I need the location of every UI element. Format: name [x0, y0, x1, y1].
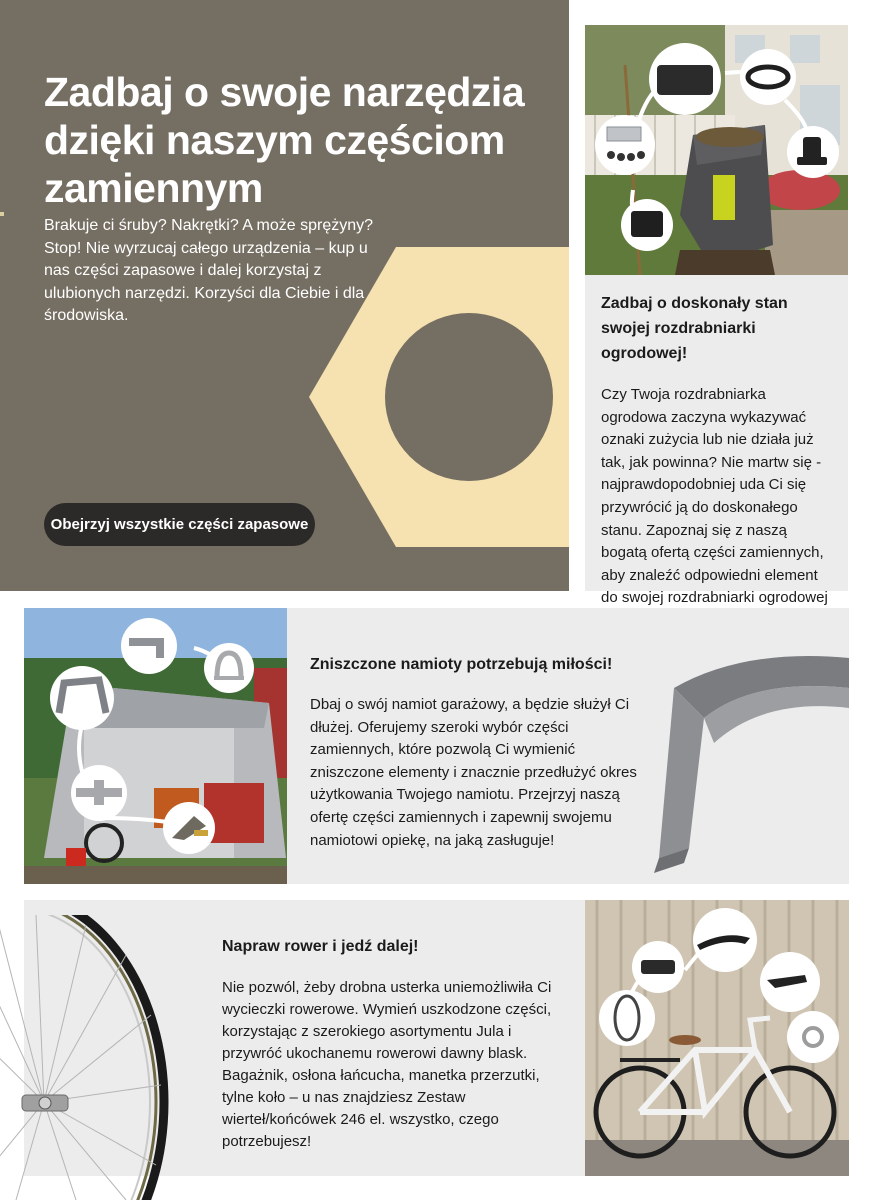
clamp-icon: [787, 1011, 839, 1063]
tent-title: Zniszczone namioty potrzebują miłości!: [310, 656, 613, 673]
brake-lever-icon: [760, 952, 820, 1012]
view-all-spare-parts-button[interactable]: Obejrzyj wszystkie części zapasowe: [44, 503, 315, 546]
hero-banner: [0, 0, 569, 591]
shackle-icon: [204, 643, 254, 693]
hero-description: Brakuje ci śruby? Nakrętki? A może sprężyny? Stop! Nie wyrzucaj całego urządzenia – kup u nas części zapasowe i dalej korzystaj z ulubionych narzędzi. Korzyści dla Ciebie i dla środowiska.: [44, 217, 374, 324]
shredder-blade-icon: [649, 43, 721, 115]
tent-side-image: [644, 648, 849, 884]
bike-wheel-image: [0, 915, 206, 1200]
drive-belt-icon: [740, 49, 796, 105]
switch-icon: [621, 199, 673, 251]
bike-title: Napraw rower i jedź dalej!: [222, 938, 419, 955]
ratchet-strap-icon: [163, 802, 215, 854]
bike-photo: [585, 900, 849, 1176]
tent-frame-icon: [50, 666, 114, 730]
tent-photo: [24, 608, 287, 884]
bike-description: Nie pozwól, żeby drobna usterka uniemożliwiła Ci wycieczki rowerowe. Wymień uszkodzone części, korzystając z szerokiego asortymentu Jula i przywróć ukochanemu rowerowi dawny blask. Bagażnik, osłona łańcucha, manetka przerzutki, tylne koło – u nas znajdziesz Zestaw wierteł/końcówek 246 el. wszystko, czego potrzebujesz!: [222, 979, 552, 1150]
page-edge-marker: [0, 212, 4, 216]
tent-section: [24, 608, 849, 884]
shredder-title: Zadbaj o doskonały stan swojej rozdrabniarki ogrodowej!: [601, 295, 788, 362]
pedal-icon: [632, 941, 684, 993]
tent-connector-icon: [71, 765, 127, 821]
shredder-description: Czy Twoja rozdrabniarka ogrodowa zaczyna wykazywać oznaki zużycia lub nie działa już tak, jak powinna? Nie martw się - najprawdopodobniej uda Ci się przywrócić ją do doskonałego stanu. Zapoznaj się z naszą bogatą ofertą części zamiennych, aby znaleźć odpowiedni element do swojej rozdrabniarki ogrodowej: [601, 386, 828, 607]
bike-wheel-icon: [599, 990, 655, 1046]
hero-title: Zadbaj o swoje narzędzia dzięki naszym częściom zamiennym: [44, 69, 525, 211]
shredder-section: [585, 275, 848, 607]
chain-guard-icon: [693, 908, 757, 972]
cutter-blades-icon: [595, 115, 655, 175]
shredder-photo: [585, 25, 848, 275]
tent-description: Dbaj o swój namiot garażowy, a będzie służył Ci dłużej. Oferujemy szeroki wybór części zamiennych, które pozwolą Ci wymienić zniszczone elementy i znacznie przedłużyć okres użytkowania Twojego namiotu. Przejrzyj naszą ofertę części zamiennych i zapewnij swojemu namiotowi opiekę, na jaką zasługuje!: [310, 696, 637, 849]
knob-icon: [787, 126, 839, 178]
tent-corner-icon: [121, 618, 177, 674]
